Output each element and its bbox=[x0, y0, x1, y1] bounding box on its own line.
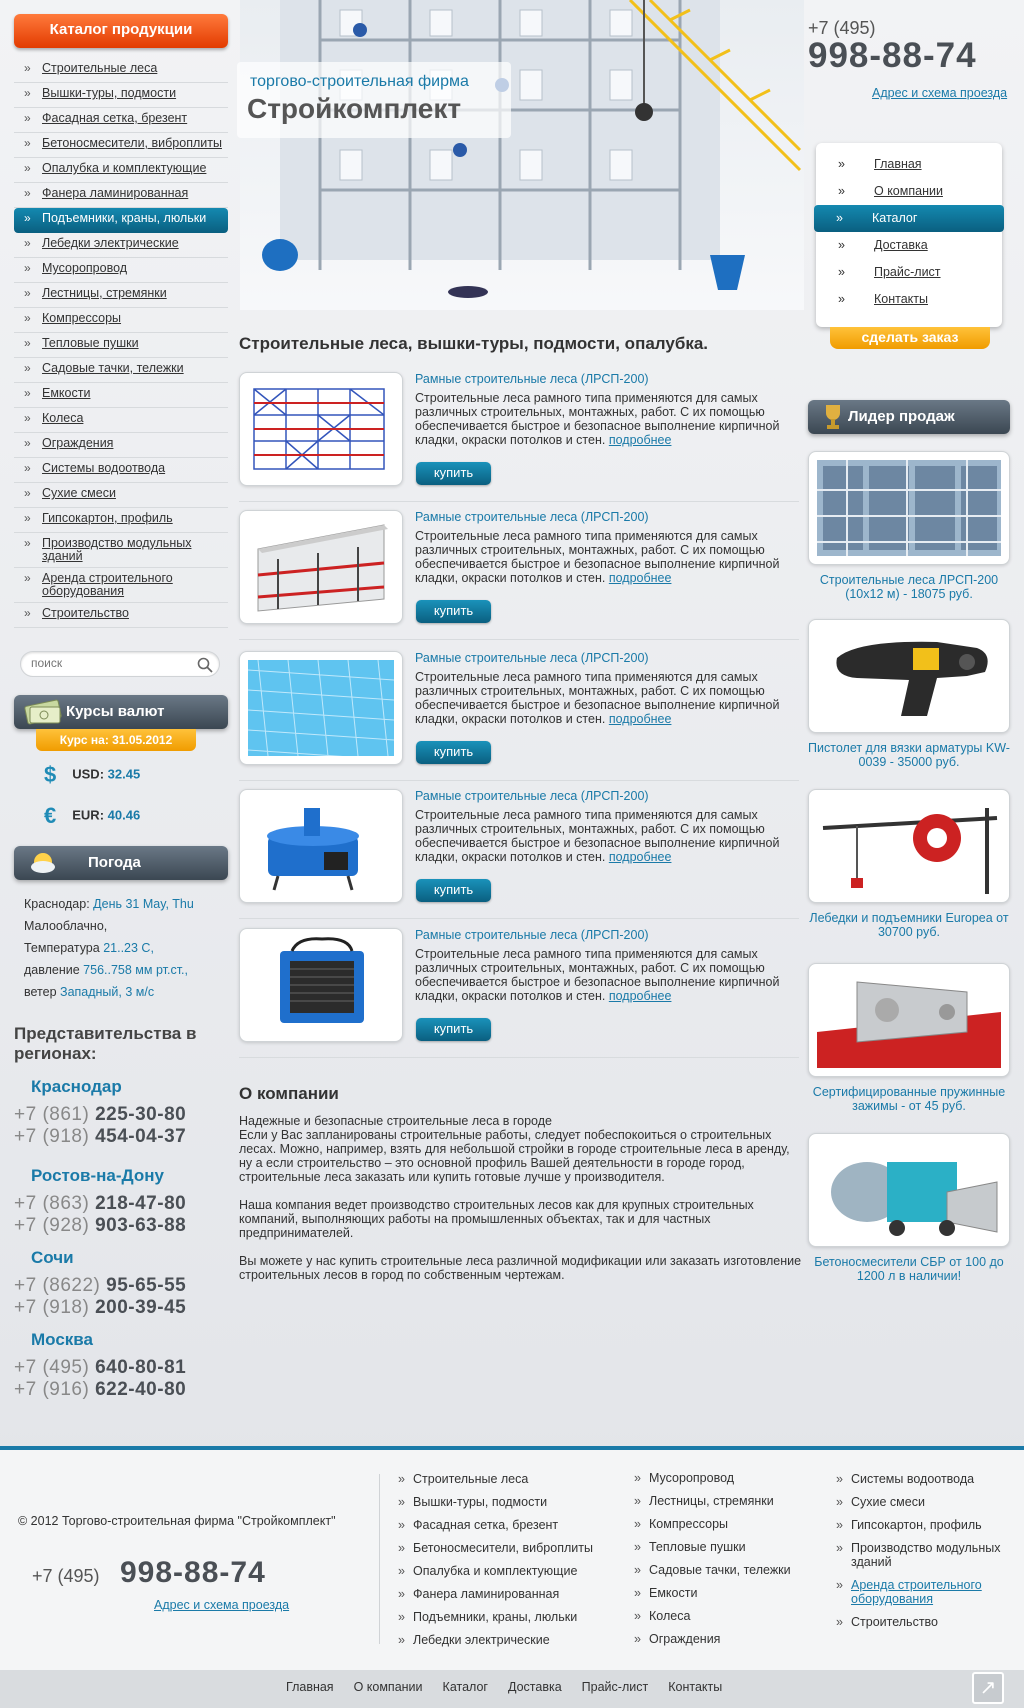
product-image[interactable] bbox=[239, 928, 403, 1042]
region-phone bbox=[14, 1215, 186, 1237]
top-nav-label[interactable]: Главная bbox=[874, 157, 922, 171]
product-more-link[interactable]: подробнее bbox=[608, 850, 672, 864]
left-nav-item[interactable] bbox=[14, 58, 228, 83]
bestseller-item bbox=[808, 451, 1010, 601]
product-image-scaffold bbox=[248, 381, 394, 477]
product-image-mesh bbox=[248, 660, 394, 756]
left-nav-label[interactable]: Опалубка и комплектующие bbox=[42, 161, 207, 175]
product-image[interactable] bbox=[239, 789, 403, 903]
product-image[interactable] bbox=[239, 651, 403, 765]
product-desc-text: Строительные леса рамного типа применяются для самых различных строительных, монтажных, работ. С их помощью обеспечивается быстрое и безопасное выполнение кирпичной кладки, окраски потолков и стен. bbox=[415, 670, 780, 726]
footer-link[interactable]: » Тепловые пушки bbox=[632, 1540, 832, 1554]
euro-icon: € bbox=[44, 803, 57, 828]
left-nav-label[interactable]: Строительство bbox=[42, 606, 129, 620]
left-nav-label[interactable]: Емкости bbox=[42, 386, 91, 400]
bestseller-image-concrete-mixer bbox=[817, 1142, 1001, 1238]
weather-temp: 21..23 С, bbox=[103, 941, 154, 955]
phone-number: 225-30-80 bbox=[95, 1104, 187, 1125]
bestseller-image-winch bbox=[817, 798, 1001, 894]
phone-number: 640-80-81 bbox=[95, 1357, 187, 1378]
buy-button[interactable]: купить bbox=[416, 600, 491, 623]
product-title[interactable]: Рамные строительные леса (ЛРСП-200) bbox=[415, 651, 649, 665]
product-description bbox=[415, 529, 795, 585]
product-desc-text: Строительные леса рамного типа применяются для самых различных строительных, монтажных, работ. С их помощью обеспечивается быстрое и безопасное выполнение кирпичной кладки, окраски потолков и стен. bbox=[415, 808, 780, 864]
phone-number: 95-65-55 bbox=[106, 1275, 187, 1296]
dollar-icon: $ bbox=[44, 762, 57, 787]
left-nav-item[interactable] bbox=[14, 383, 228, 408]
region-city: Краснодар bbox=[31, 1077, 122, 1096]
weather-temp-label: Температура bbox=[24, 941, 100, 955]
top-nav-label[interactable]: Прайс-лист bbox=[874, 265, 941, 279]
weather-panel-header bbox=[14, 846, 228, 880]
footer-link[interactable]: » Емкости bbox=[632, 1586, 832, 1600]
footer-address-link[interactable]: Адрес и схема проезда bbox=[154, 1598, 290, 1612]
footer-phone: 998-88-74 bbox=[120, 1556, 266, 1589]
usd-row bbox=[44, 762, 140, 788]
about-paragraph: Надежные и безопасные строительные леса в городе Если у Вас запланированы строительные работы, следует побеспокоиться о строительных лесах. Можно, например, взять для небольшой стройки в городе строительные леса в аренду, ну а если строительство – это основной профиль Вашей деятельности в городе город, строительные леса заказать или купить готовые лучше у производителя. bbox=[239, 1114, 790, 1184]
left-nav-item[interactable] bbox=[14, 233, 228, 258]
weather-wind-speed: 3 м/с bbox=[125, 985, 155, 999]
bestseller-image[interactable] bbox=[808, 963, 1010, 1077]
left-nav-item[interactable] bbox=[14, 358, 228, 383]
region-phone bbox=[14, 1275, 186, 1297]
left-nav-label[interactable]: Колеса bbox=[42, 411, 84, 425]
bestseller-image[interactable] bbox=[808, 451, 1010, 565]
left-nav-label[interactable]: Подъемники, краны, люльки bbox=[42, 211, 207, 225]
phone-number: 622-40-80 bbox=[95, 1379, 187, 1400]
search-icon[interactable] bbox=[197, 657, 213, 673]
product-title[interactable]: Рамные строительные леса (ЛРСП-200) bbox=[415, 510, 649, 524]
page-title: Строительные леса, вышки-туры, подмости, опалубка. bbox=[239, 334, 709, 353]
product-description bbox=[415, 670, 795, 726]
header-illustration bbox=[240, 0, 804, 310]
brand-logo[interactable]: Стройкомплект bbox=[247, 93, 462, 124]
weather-title: Погода bbox=[88, 854, 141, 871]
footer-link[interactable]: » Подъемники, краны, люльки bbox=[396, 1610, 616, 1624]
product-image[interactable] bbox=[239, 510, 403, 624]
product-desc-text: Строительные леса рамного типа применяются для самых различных строительных, монтажных, работ. С их помощью обеспечивается быстрое и безопасное выполнение кирпичной кладки, окраски потолков и стен. bbox=[415, 391, 780, 447]
region-city: Сочи bbox=[31, 1248, 74, 1267]
top-nav-item[interactable] bbox=[816, 259, 1002, 286]
phone-code: +7 (918) bbox=[14, 1297, 90, 1318]
left-nav-item[interactable] bbox=[14, 308, 228, 333]
region-phone bbox=[14, 1126, 186, 1148]
left-nav-item[interactable] bbox=[14, 568, 228, 603]
left-nav-label[interactable]: Бетоносмесители, виброплиты bbox=[42, 136, 222, 150]
product-image[interactable] bbox=[239, 372, 403, 486]
footer-link[interactable]: » Фасадная сетка, брезент bbox=[396, 1518, 616, 1532]
left-catalog-nav bbox=[14, 58, 228, 628]
footer-link[interactable]: » Гипсокартон, профиль bbox=[834, 1518, 1014, 1532]
top-nav-label[interactable]: Контакты bbox=[874, 292, 928, 306]
footer-link[interactable]: » Производство модульных зданий bbox=[834, 1541, 1014, 1569]
left-nav-label[interactable]: Фасадная сетка, брезент bbox=[42, 111, 188, 125]
top-nav-label[interactable]: О компании bbox=[874, 184, 943, 198]
product-title[interactable]: Рамные строительные леса (ЛРСП-200) bbox=[415, 928, 649, 942]
about-paragraph: Наша компания ведет производство строительных лесов как для крупных строительных компаний, выполняющих работы на промышленных объектах, так и для частных предпринимателей. bbox=[239, 1198, 754, 1240]
about-paragraph: Вы можете у нас купить строительные леса различной модификации или заказать изготовление строительных лесов в город по собственным чертежам. bbox=[239, 1254, 802, 1282]
weather-pressure: 756..758 мм рт.ст., bbox=[83, 963, 188, 977]
left-nav-item[interactable] bbox=[14, 258, 228, 283]
bestseller-item bbox=[808, 619, 1010, 769]
left-nav-item[interactable] bbox=[14, 333, 228, 358]
bottom-nav-link[interactable]: Главная bbox=[286, 1680, 334, 1694]
bottom-nav-link[interactable]: Каталог bbox=[442, 1680, 488, 1694]
buy-button[interactable]: купить bbox=[416, 741, 491, 764]
left-nav-label[interactable]: Вышки-туры, подмости bbox=[42, 86, 177, 100]
product-card bbox=[239, 510, 799, 640]
region-phone bbox=[14, 1193, 186, 1215]
phone-code: +7 (861) bbox=[14, 1104, 90, 1125]
buy-button[interactable]: купить bbox=[416, 1018, 491, 1041]
usd-value: 32.45 bbox=[107, 766, 141, 782]
copyright: © 2012 Торгово-строительная фирма "Стройкомплект" bbox=[18, 1514, 336, 1528]
top-nav bbox=[816, 143, 1002, 327]
top-nav-item[interactable] bbox=[816, 151, 1002, 178]
header-address-link[interactable]: Адрес и схема проезда bbox=[872, 86, 1008, 100]
footer-phone-code: +7 (495) bbox=[32, 1566, 100, 1586]
product-description bbox=[415, 808, 795, 864]
phone-code: +7 (916) bbox=[14, 1379, 90, 1400]
bestseller-image[interactable] bbox=[808, 789, 1010, 903]
left-nav-label[interactable]: Ограждения bbox=[42, 436, 114, 450]
left-nav-label[interactable]: Аренда строительного оборудования bbox=[42, 571, 173, 598]
product-description bbox=[415, 391, 795, 447]
footer-link[interactable]: » Фанера ламинированная bbox=[396, 1587, 616, 1601]
weather-wind-dir: Западный, bbox=[60, 985, 122, 999]
product-description bbox=[415, 947, 795, 1003]
footer-link[interactable]: » Бетоносмесители, виброплиты bbox=[396, 1541, 616, 1555]
bestseller-image-building bbox=[817, 460, 1001, 556]
bestseller-image-gun bbox=[817, 628, 1001, 724]
buy-button[interactable]: купить bbox=[416, 879, 491, 902]
left-nav-item[interactable] bbox=[14, 108, 228, 133]
product-card bbox=[239, 372, 799, 502]
eur-label: EUR: bbox=[72, 807, 105, 823]
left-nav-item[interactable] bbox=[14, 183, 228, 208]
footer-link[interactable]: » Лебедки электрические bbox=[396, 1633, 616, 1647]
footer-links-col2 bbox=[632, 1471, 832, 1655]
bestseller-caption[interactable]: Пистолет для вязки арматуры KW-0039 - 35000 руб. bbox=[808, 741, 1010, 769]
bestseller-caption[interactable]: Строительные леса ЛРСП-200 (10х12 м) - 18075 руб. bbox=[819, 573, 999, 601]
product-more-link[interactable]: подробнее bbox=[608, 712, 672, 726]
bestseller-caption[interactable]: Лебедки и подъемники Europea от 30700 руб. bbox=[809, 911, 1009, 939]
footer-divider bbox=[379, 1474, 380, 1644]
product-card bbox=[239, 789, 799, 919]
left-nav-item[interactable] bbox=[14, 533, 228, 568]
left-nav-label[interactable]: Компрессоры bbox=[42, 311, 122, 325]
region-phone bbox=[14, 1379, 186, 1401]
rates-title: Курсы валют bbox=[66, 703, 165, 720]
footer-link[interactable]: » Лестницы, стремянки bbox=[632, 1494, 832, 1508]
phone-number: 200-39-45 bbox=[95, 1297, 187, 1318]
region-phone bbox=[14, 1357, 186, 1379]
phone-number: 218-47-80 bbox=[95, 1193, 187, 1214]
bottom-nav-link[interactable]: О компании bbox=[353, 1680, 423, 1694]
top-nav-item[interactable] bbox=[814, 205, 1004, 232]
buy-button[interactable]: купить bbox=[416, 462, 491, 485]
left-nav-label[interactable]: Тепловые пушки bbox=[42, 336, 139, 350]
bottom-nav-link[interactable]: Прайс-лист bbox=[581, 1680, 649, 1694]
region-phone bbox=[14, 1297, 186, 1319]
left-nav-label[interactable]: Лебедки электрические bbox=[42, 236, 179, 250]
left-nav-label[interactable]: Производство модульных зданий bbox=[42, 536, 192, 563]
left-nav-item[interactable] bbox=[14, 283, 228, 308]
weather-sun-cloud-icon bbox=[28, 849, 58, 877]
phone-code: +7 (8622) bbox=[14, 1275, 101, 1296]
scaffolding-illustration bbox=[240, 0, 804, 310]
product-card bbox=[239, 651, 799, 781]
left-nav-item[interactable] bbox=[14, 483, 228, 508]
left-nav-item[interactable] bbox=[14, 133, 228, 158]
footer-link[interactable]: » Ограждения bbox=[632, 1632, 832, 1646]
eur-value: 40.46 bbox=[107, 807, 141, 823]
product-image-heater bbox=[248, 937, 394, 1033]
footer-link[interactable]: » Аренда строительного оборудования bbox=[834, 1578, 1014, 1606]
weather-city: Краснодар: bbox=[24, 897, 90, 911]
order-button[interactable]: сделать заказ bbox=[830, 327, 990, 349]
top-nav-label[interactable]: Доставка bbox=[874, 238, 928, 252]
phone-number: 903-63-88 bbox=[95, 1215, 187, 1236]
region-city: Москва bbox=[31, 1330, 93, 1349]
footer-link[interactable]: » Сухие смеси bbox=[834, 1495, 1014, 1509]
footer-link[interactable]: » Вышки-туры, подмости bbox=[396, 1495, 616, 1509]
weather-pressure-label: давление bbox=[24, 963, 80, 977]
weather-wind-label: ветер bbox=[24, 985, 57, 999]
bestseller-image[interactable] bbox=[808, 619, 1010, 733]
weather-day: День 31 May, Thu bbox=[93, 897, 194, 911]
phone-code: +7 (918) bbox=[14, 1126, 90, 1147]
bestseller-title: Лидер продаж bbox=[848, 408, 955, 425]
top-nav-item[interactable] bbox=[816, 232, 1002, 259]
header-phone-code: +7 (495) bbox=[808, 18, 876, 38]
bottom-nav-link[interactable]: Доставка bbox=[507, 1680, 562, 1694]
footer-link[interactable]: » Садовые тачки, тележки bbox=[632, 1563, 832, 1577]
about-title: О компании bbox=[239, 1084, 339, 1103]
left-nav-item[interactable] bbox=[14, 458, 228, 483]
product-title[interactable]: Рамные строительные леса (ЛРСП-200) bbox=[415, 372, 649, 386]
footer-link[interactable]: » Компрессоры bbox=[632, 1517, 832, 1531]
left-nav-label[interactable]: Гипсокартон, профиль bbox=[42, 511, 173, 525]
product-card bbox=[239, 928, 799, 1058]
footer-link[interactable]: » Опалубка и комплектующие bbox=[396, 1564, 616, 1578]
left-nav-item[interactable] bbox=[14, 208, 228, 233]
left-nav-item[interactable] bbox=[14, 433, 228, 458]
bestseller-caption[interactable]: Сертифицированные пружинные зажимы - от 45 руб. bbox=[812, 1085, 1006, 1113]
catalog-button[interactable]: Каталог продукции bbox=[14, 14, 228, 48]
product-image-formwork bbox=[248, 519, 394, 615]
about-text bbox=[239, 1114, 804, 1296]
weather-condition: Малооблачно, bbox=[24, 919, 108, 933]
phone-code: +7 (495) bbox=[14, 1357, 90, 1378]
left-nav-label[interactable]: Садовые тачки, тележки bbox=[42, 361, 184, 375]
bestseller-item bbox=[808, 963, 1010, 1113]
left-nav-item[interactable] bbox=[14, 83, 228, 108]
product-image-mixer bbox=[248, 798, 394, 894]
left-nav-label[interactable]: Системы водоотвода bbox=[42, 461, 166, 475]
bestseller-item bbox=[808, 789, 1010, 939]
footer-link[interactable]: » Мусоропровод bbox=[632, 1471, 832, 1485]
product-desc-text: Строительные леса рамного типа применяются для самых различных строительных, монтажных, работ. С их помощью обеспечивается быстрое и безопасное выполнение кирпичной кладки, окраски потолков и стен. bbox=[415, 947, 780, 1003]
region-city: Ростов-на-Дону bbox=[31, 1166, 164, 1185]
footer-link[interactable]: » Строительство bbox=[834, 1615, 1014, 1629]
regions-title: Представительства в регионах: bbox=[14, 1024, 197, 1063]
product-more-link[interactable]: подробнее bbox=[608, 433, 672, 447]
product-more-link[interactable]: подробнее bbox=[608, 989, 672, 1003]
scroll-up-icon[interactable]: ↗ bbox=[972, 1672, 1004, 1704]
product-more-link[interactable]: подробнее bbox=[608, 571, 672, 585]
rates-date-badge: Курс на: 31.05.2012 bbox=[36, 729, 196, 751]
left-nav-item[interactable] bbox=[14, 408, 228, 433]
search-input[interactable] bbox=[21, 652, 181, 674]
left-nav-item[interactable] bbox=[14, 508, 228, 533]
bestseller-image[interactable] bbox=[808, 1133, 1010, 1247]
product-desc-text: Строительные леса рамного типа применяются для самых различных строительных, монтажных, работ. С их помощью обеспечивается быстрое и безопасное выполнение кирпичной кладки, окраски потолков и стен. bbox=[415, 529, 780, 585]
footer-link[interactable]: » Колеса bbox=[632, 1609, 832, 1623]
left-nav-label[interactable]: Мусоропровод bbox=[42, 261, 128, 275]
search-box bbox=[20, 651, 220, 677]
usd-label: USD: bbox=[72, 766, 105, 782]
tagline: торгово-строительная фирма bbox=[250, 73, 469, 90]
footer-link[interactable]: » Системы водоотвода bbox=[834, 1472, 1014, 1486]
footer-links-col1 bbox=[396, 1472, 616, 1656]
phone-code: +7 (928) bbox=[14, 1215, 90, 1236]
money-icon bbox=[22, 697, 66, 727]
phone-code: +7 (863) bbox=[14, 1193, 90, 1214]
top-nav-item[interactable] bbox=[816, 286, 1002, 313]
weather-info bbox=[24, 893, 224, 1003]
rates-panel-header bbox=[14, 695, 228, 729]
bestseller-image-clamp bbox=[817, 972, 1001, 1068]
bottom-nav-link[interactable]: Контакты bbox=[668, 1680, 723, 1694]
left-nav-item[interactable] bbox=[14, 158, 228, 183]
header-phone: 998-88-74 bbox=[808, 36, 977, 75]
left-nav-label[interactable]: Строительные леса bbox=[42, 61, 158, 75]
bestseller-header bbox=[808, 400, 1010, 434]
bottom-nav bbox=[286, 1680, 742, 1694]
phone-number: 454-04-37 bbox=[95, 1126, 187, 1147]
bestseller-item bbox=[808, 1133, 1010, 1283]
region-phone bbox=[14, 1104, 186, 1126]
eur-row bbox=[44, 803, 140, 829]
left-nav-label[interactable]: Фанера ламинированная bbox=[42, 186, 189, 200]
left-nav-item[interactable] bbox=[14, 603, 228, 628]
top-nav-item[interactable] bbox=[816, 178, 1002, 205]
product-title[interactable]: Рамные строительные леса (ЛРСП-200) bbox=[415, 789, 649, 803]
left-nav-label[interactable]: Сухие смеси bbox=[42, 486, 116, 500]
bestseller-caption[interactable]: Бетоносмесители СБР от 100 до 1200 л в наличии! bbox=[814, 1255, 1004, 1283]
top-nav-label[interactable]: Каталог bbox=[872, 211, 918, 225]
footer-links-col3 bbox=[834, 1472, 1014, 1638]
trophy-icon bbox=[822, 403, 844, 431]
footer-link[interactable]: » Строительные леса bbox=[396, 1472, 616, 1486]
left-nav-label[interactable]: Лестницы, стремянки bbox=[42, 286, 167, 300]
